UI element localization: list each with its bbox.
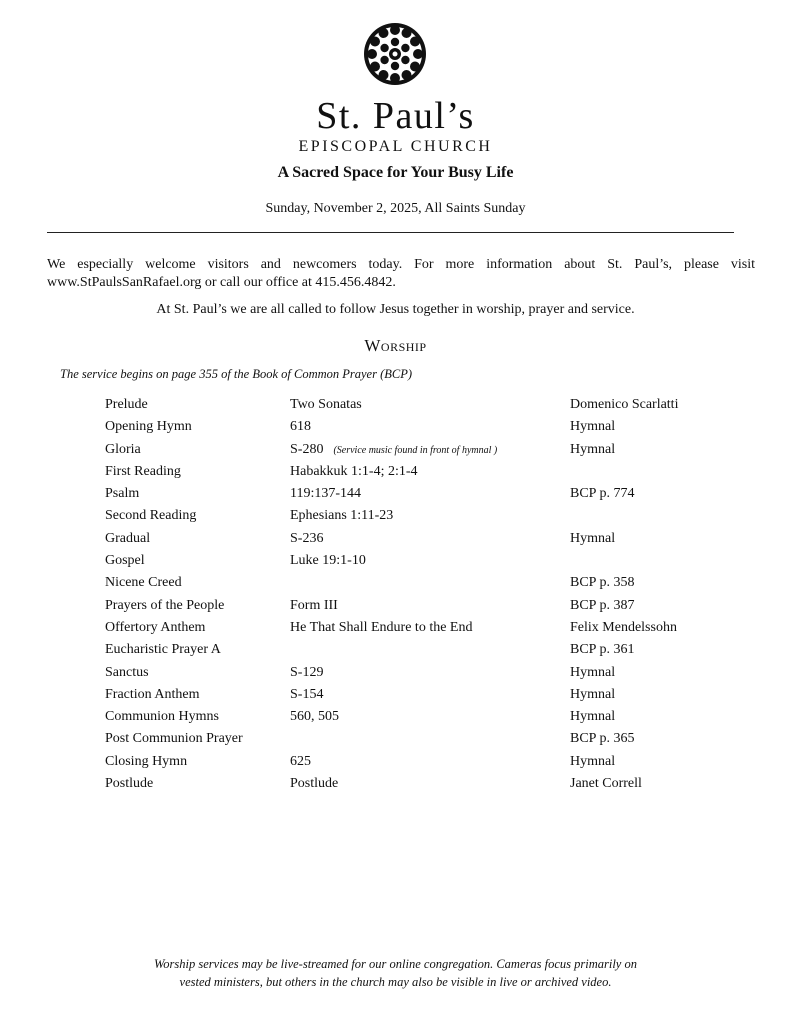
service-note: (Service music found in front of hymnal ) bbox=[333, 444, 498, 456]
service-detail-cell bbox=[290, 619, 472, 637]
service-detail: Luke 19:1-10 bbox=[290, 553, 366, 569]
service-detail: S-236 bbox=[290, 530, 324, 546]
welcome-paragraph: We especially welcome visitors and newcomers today. For more information about St. Paul’s, please visit www.StPaulsSanRafael.org or call our office at 415.456.4842. bbox=[47, 257, 755, 290]
church-subtitle: EPISCOPAL CHURCH bbox=[298, 138, 493, 155]
service-detail: Postlude bbox=[290, 776, 339, 792]
service-source: Hymnal bbox=[570, 664, 616, 680]
service-row bbox=[105, 619, 745, 641]
service-row bbox=[105, 485, 745, 507]
service-detail: Two Sonatas bbox=[290, 397, 362, 412]
service-detail-cell bbox=[290, 775, 338, 793]
service-source: Felix Mendelssohn bbox=[570, 619, 677, 635]
section-title-worship: Worship bbox=[364, 336, 427, 355]
service-part: Postlude bbox=[105, 776, 154, 792]
service-row bbox=[105, 396, 745, 418]
divider bbox=[47, 232, 734, 233]
service-row bbox=[105, 641, 745, 663]
livestream-notice-line: vested ministers, but others in the church may also be visible in live or archived video. bbox=[179, 975, 612, 989]
service-source: Janet Correll bbox=[570, 776, 642, 792]
service-part: Fraction Anthem bbox=[105, 686, 200, 702]
service-detail-cell bbox=[290, 664, 323, 682]
service-part: Gloria bbox=[105, 441, 141, 457]
service-detail: S-154 bbox=[290, 686, 324, 702]
church-name: St. Paul’s bbox=[316, 95, 475, 137]
service-source: BCP p. 774 bbox=[570, 486, 635, 502]
service-detail: 618 bbox=[290, 419, 311, 435]
service-source: BCP p. 358 bbox=[570, 575, 635, 591]
service-source: Hymnal bbox=[570, 709, 616, 725]
service-detail-cell bbox=[290, 530, 323, 548]
service-row bbox=[105, 775, 745, 797]
service-row bbox=[105, 418, 745, 440]
service-part: Sanctus bbox=[105, 664, 149, 680]
service-detail-cell bbox=[290, 396, 362, 414]
livestream-notice-line: Worship services may be live-streamed for our online congregation. Cameras focus primarily on bbox=[154, 957, 637, 971]
service-source: BCP p. 365 bbox=[570, 731, 635, 747]
service-row bbox=[105, 664, 745, 686]
service-part: Prayers of the People bbox=[105, 597, 225, 613]
service-source: Hymnal bbox=[570, 686, 616, 702]
service-row bbox=[105, 686, 745, 708]
service-row bbox=[105, 552, 745, 574]
service-detail-cell bbox=[290, 597, 338, 615]
service-detail: Habakkuk 1:1-4; 2:1-4 bbox=[290, 463, 418, 479]
service-detail-cell bbox=[290, 418, 311, 436]
service-detail-cell bbox=[290, 441, 497, 460]
order-of-service bbox=[105, 396, 745, 797]
service-part: Nicene Creed bbox=[105, 575, 182, 591]
service-detail: Ephesians 1:11-23 bbox=[290, 508, 394, 524]
service-detail-cell bbox=[290, 463, 418, 481]
service-row bbox=[105, 597, 745, 619]
service-row bbox=[105, 463, 745, 485]
service-detail: S-280 bbox=[290, 441, 324, 457]
service-part: Offertory Anthem bbox=[105, 619, 206, 635]
service-part: Opening Hymn bbox=[105, 419, 192, 435]
service-part: Eucharistic Prayer A bbox=[105, 642, 221, 658]
tagline: A Sacred Space for Your Busy Life bbox=[277, 164, 514, 181]
service-row bbox=[105, 507, 745, 529]
service-part: Prelude bbox=[105, 397, 148, 412]
service-row bbox=[105, 730, 745, 752]
service-row bbox=[105, 753, 745, 775]
service-source: Hymnal bbox=[570, 441, 616, 457]
service-detail: Form III bbox=[290, 597, 338, 613]
service-detail-cell bbox=[290, 552, 366, 570]
service-source: Hymnal bbox=[570, 530, 616, 546]
service-row bbox=[105, 708, 745, 730]
service-part: First Reading bbox=[105, 463, 181, 479]
service-part: Closing Hymn bbox=[105, 753, 188, 769]
service-row bbox=[105, 530, 745, 552]
service-date: Sunday, November 2, 2025, All Saints Sunday bbox=[265, 201, 526, 216]
service-part: Gospel bbox=[105, 553, 145, 569]
service-detail: 119:137-144 bbox=[290, 486, 362, 502]
service-part: Gradual bbox=[105, 530, 151, 546]
service-part: Second Reading bbox=[105, 508, 197, 524]
service-source: Hymnal bbox=[570, 419, 616, 435]
service-detail: 625 bbox=[290, 753, 311, 769]
service-source: BCP p. 361 bbox=[570, 642, 635, 658]
service-row bbox=[105, 441, 745, 463]
service-detail-cell bbox=[290, 708, 339, 726]
service-detail-cell bbox=[290, 753, 311, 771]
calling-statement: At St. Paul’s we are all called to follow Jesus together in worship, prayer and service. bbox=[156, 302, 635, 317]
service-detail: He That Shall Endure to the End bbox=[290, 619, 473, 635]
service-part: Psalm bbox=[105, 486, 140, 502]
rose-window-icon bbox=[363, 22, 427, 86]
service-source: Hymnal bbox=[570, 753, 616, 769]
service-detail: 560, 505 bbox=[290, 709, 339, 725]
service-part: Communion Hymns bbox=[105, 709, 219, 725]
livestream-notice bbox=[0, 955, 791, 991]
service-intro-note: The service begins on page 355 of the Book of Common Prayer (BCP) bbox=[60, 367, 413, 381]
service-source: BCP p. 387 bbox=[570, 597, 635, 613]
service-detail-cell bbox=[290, 485, 361, 503]
service-part: Post Communion Prayer bbox=[105, 731, 243, 747]
service-detail: S-129 bbox=[290, 664, 324, 680]
service-detail-cell bbox=[290, 686, 323, 704]
service-detail-cell bbox=[290, 507, 393, 525]
service-source: Domenico Scarlatti bbox=[570, 397, 679, 412]
service-row bbox=[105, 574, 745, 596]
